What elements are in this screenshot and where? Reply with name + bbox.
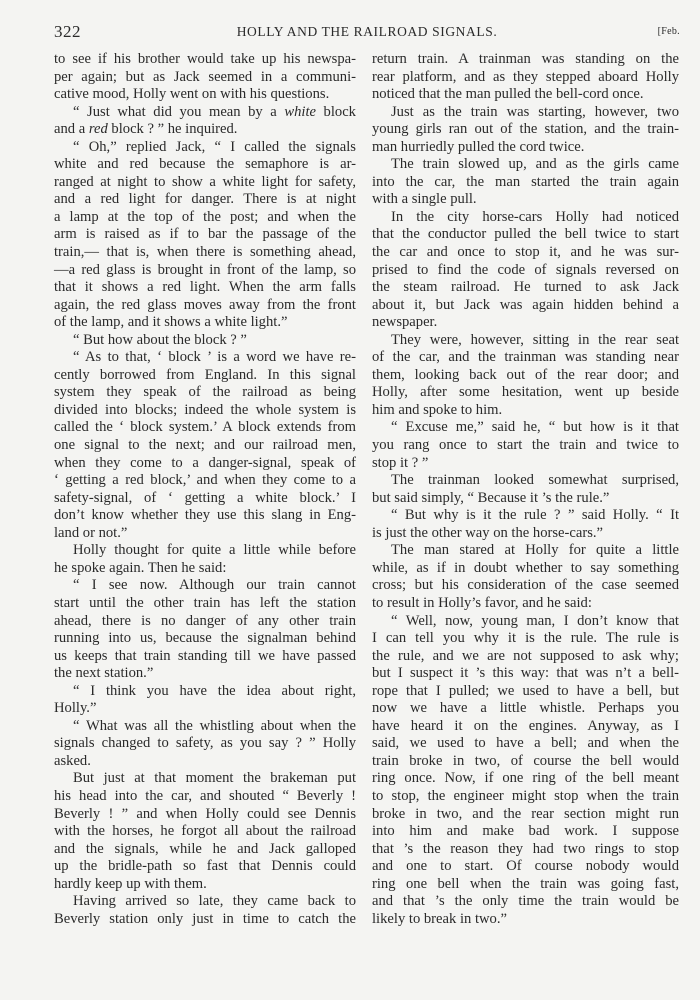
text-line: to stop, the engineer might stop when the train xyxy=(372,787,679,804)
text-line: the next station.” xyxy=(54,665,154,682)
text-line: “ But how about the block ? ” xyxy=(73,331,247,348)
text-line: of the car, and the trainman was standing near xyxy=(372,349,679,366)
text-line: rear platform, and as they stepped aboard Holly xyxy=(372,68,679,85)
text-line: called the ‘ block system.’ A block extends from xyxy=(54,419,356,436)
italic-word: white xyxy=(284,103,316,120)
text-line: one signal to the next; and our railroad men, xyxy=(54,437,356,454)
text-line: the steam railroad. He turned to ask Jack xyxy=(372,279,679,296)
text-line: into the car, the man started the train again xyxy=(372,173,679,190)
text-line: “ I see now. Although our train cannot xyxy=(73,577,356,594)
text-line: per again; but as Jack seemed in a communi- xyxy=(54,68,356,85)
text-line: system they speak of the railroad as being xyxy=(54,384,356,401)
text-line: and that ’s the only time the train would be xyxy=(372,893,679,910)
text-line: newspaper. xyxy=(372,314,438,331)
text-line: stop it ? ” xyxy=(372,454,429,471)
italic-word: red xyxy=(88,121,108,138)
text-line: cative mood, Holly went on with his questions. xyxy=(54,86,330,103)
text-line: arm is raised as if to bar the passage of the xyxy=(54,226,356,243)
text-line: But just at that moment the brakeman put xyxy=(73,770,356,787)
text-line: running into us, because the signalman behind xyxy=(54,630,356,647)
text-line: that it shows a red light. When the arm falls xyxy=(54,279,356,296)
text-line: cross; but his consideration of the case seemed xyxy=(372,577,679,594)
text-line: The man stared at Holly for quite a little xyxy=(391,542,679,559)
text-line: noticed that the man pulled the bell-cord once. xyxy=(372,86,644,103)
text-line: “ Oh,” replied Jack, “ I called the signals xyxy=(73,138,356,155)
text-line: hardly keep up with them. xyxy=(54,875,207,892)
text-line: ranged at night to show a white light for safety, xyxy=(54,173,356,190)
text-line: “ Excuse me,” said he, “ but how is it that xyxy=(391,419,679,436)
text-line: said, we used to have a bell; and when the xyxy=(372,735,679,752)
text-line: to result in Holly’s favor, and he said: xyxy=(372,594,592,611)
text-line: into him and make bad work. I suppose xyxy=(372,823,679,840)
text-line: with a single pull. xyxy=(372,191,477,208)
text-line: Beverly ! ” and when Holly could see Dennis xyxy=(54,805,356,822)
text-line: “ What was all the whistling about when the xyxy=(73,717,356,734)
text-line: safety-signal, of ‘ getting a white block.’ I xyxy=(54,489,356,506)
text-line: broke in two, and the rear section might run xyxy=(372,805,679,822)
text-line: likely to break in two.” xyxy=(372,910,507,927)
text-line: prised to find the code of signals reversed on xyxy=(372,261,679,278)
text-line: train broke in two, of course the bell would xyxy=(372,752,679,769)
text-line: him and spoke to him. xyxy=(372,401,503,418)
right-column xyxy=(372,51,679,928)
page-number: 322 xyxy=(54,22,81,41)
text-line: rope that I pulled; we used to have a bell, but xyxy=(372,682,679,699)
text-line: train,— that is, when there is something ahead, xyxy=(54,244,356,261)
month-marker: [Feb. xyxy=(657,26,680,37)
text-line: Holly thought for quite a little while before xyxy=(73,542,356,559)
left-column xyxy=(54,51,356,928)
text-line: divided into blocks; indeed the whole system is xyxy=(54,401,356,418)
text-line: asked. xyxy=(54,752,91,769)
text-line: signals changed to safety, as you say ? ” Holly xyxy=(54,735,356,752)
text-line: have heard it on the engines. Anyway, as I xyxy=(372,717,679,734)
text-line: white and red because the semaphore is ar- xyxy=(54,156,356,173)
running-title: HOLLY AND THE RAILROAD SIGNALS. xyxy=(236,24,498,39)
text-line: now we have a little whistle. Perhaps you xyxy=(372,700,679,717)
text-line: again, the red glass moves away from the front xyxy=(54,296,356,313)
text-line: ring once. Now, if one ring of the bell meant xyxy=(372,770,679,787)
text-line: ahead, there is no danger of any other train xyxy=(54,612,356,629)
text-line: up the bridle-path so fast that Dennis could xyxy=(54,858,356,875)
text-line: “ Just what did you mean by a white block xyxy=(73,103,356,120)
text-line: start until the other train has left the station xyxy=(54,594,356,611)
text-line: that the conductor pulled the bell twice to start xyxy=(372,226,679,243)
text-line: and a red block ? ” he inquired. xyxy=(54,121,238,138)
text-line: when they come to a danger-signal, speak of xyxy=(54,454,356,471)
text-line: cently borrowed from England. In this signal xyxy=(54,366,356,383)
text-line: “ But why is it the rule ? ” said Holly. “ It xyxy=(391,507,679,524)
text-line: us keeps that train standing till we have passed xyxy=(54,647,356,664)
text-line: Holly.” xyxy=(54,700,97,717)
text-line: and a red light for danger. There is at night xyxy=(54,191,356,208)
text-line: —a red glass is brought in front of the lamp, so xyxy=(54,261,356,278)
text-line: land or not.” xyxy=(54,524,128,541)
text-line: ‘ getting a red block,’ and when they come to a xyxy=(54,472,356,489)
text-line: Beverly station only just in time to catch the xyxy=(54,910,356,927)
text-line: Just as the train was starting, however, two xyxy=(391,103,679,120)
text-line: you rang once to start the train and twice to xyxy=(372,437,679,454)
text-line: but said simply, “ Because it ’s the rule.” xyxy=(372,489,610,506)
text-line: “ As to that, ‘ block ’ is a word we have re- xyxy=(73,349,356,366)
text-line: and one to start. Of course nobody would xyxy=(372,858,679,875)
text-line: is just the other way on the horse-cars.” xyxy=(372,524,603,541)
text-line: The trainman looked somewhat surprised, xyxy=(391,472,679,489)
text-line: ring one bell when the train was going fast, xyxy=(372,875,679,892)
text-line: return train. A trainman was standing on the xyxy=(372,51,679,67)
text-line: Having arrived so late, they came back to xyxy=(73,893,356,910)
text-line: a lamp at the top of the post; and when the xyxy=(54,208,356,225)
page-header xyxy=(54,22,680,44)
text-line: but I suspect it ’s this way: that was n’t a bell- xyxy=(372,665,679,682)
text-line: and the signals, while he and Jack galloped xyxy=(54,840,356,857)
text-line: the rule, and we are not supposed to ask why; xyxy=(372,647,679,664)
text-line: Holly, after some hesitation, went up beside xyxy=(372,384,679,401)
text-line: young girls ran out of the station, and the train- xyxy=(372,121,679,138)
text-line: I can tell you why it is the rule. The rule is xyxy=(372,630,679,647)
text-line: with the horses, he forgot all about the railroad xyxy=(54,823,356,840)
text-line: “ I think you have the idea about right, xyxy=(73,682,356,699)
text-line: to see if his brother would take up his newspa- xyxy=(54,51,356,67)
text-line: that ’s the reason they had two rings to stop xyxy=(372,840,679,857)
text-line: In the city horse-cars Holly had noticed xyxy=(391,208,679,225)
text-line: them, looking back out of the rear door; and xyxy=(372,366,679,383)
text-line: don’t know whether they use this slang in Eng- xyxy=(54,507,356,524)
text-line: of the lamp, and it shows a white light.” xyxy=(54,314,288,331)
text-line: They were, however, sitting in the rear seat xyxy=(391,331,679,348)
text-line: “ Well, now, young man, I don’t know that xyxy=(391,612,679,629)
text-line: he spoke again. Then he said: xyxy=(54,559,227,576)
text-line: while, as if in doubt whether to say something xyxy=(372,559,679,576)
text-line: his head into the car, and shouted “ Beverly ! xyxy=(54,787,356,804)
text-line: the car and once to stop it, and he was sur- xyxy=(372,244,679,261)
text-line: man hurriedly pulled the cord twice. xyxy=(372,138,585,155)
text-line: The train slowed up, and as the girls came xyxy=(391,156,679,173)
text-line: about it, but Jack was again hidden behind a xyxy=(372,296,679,313)
